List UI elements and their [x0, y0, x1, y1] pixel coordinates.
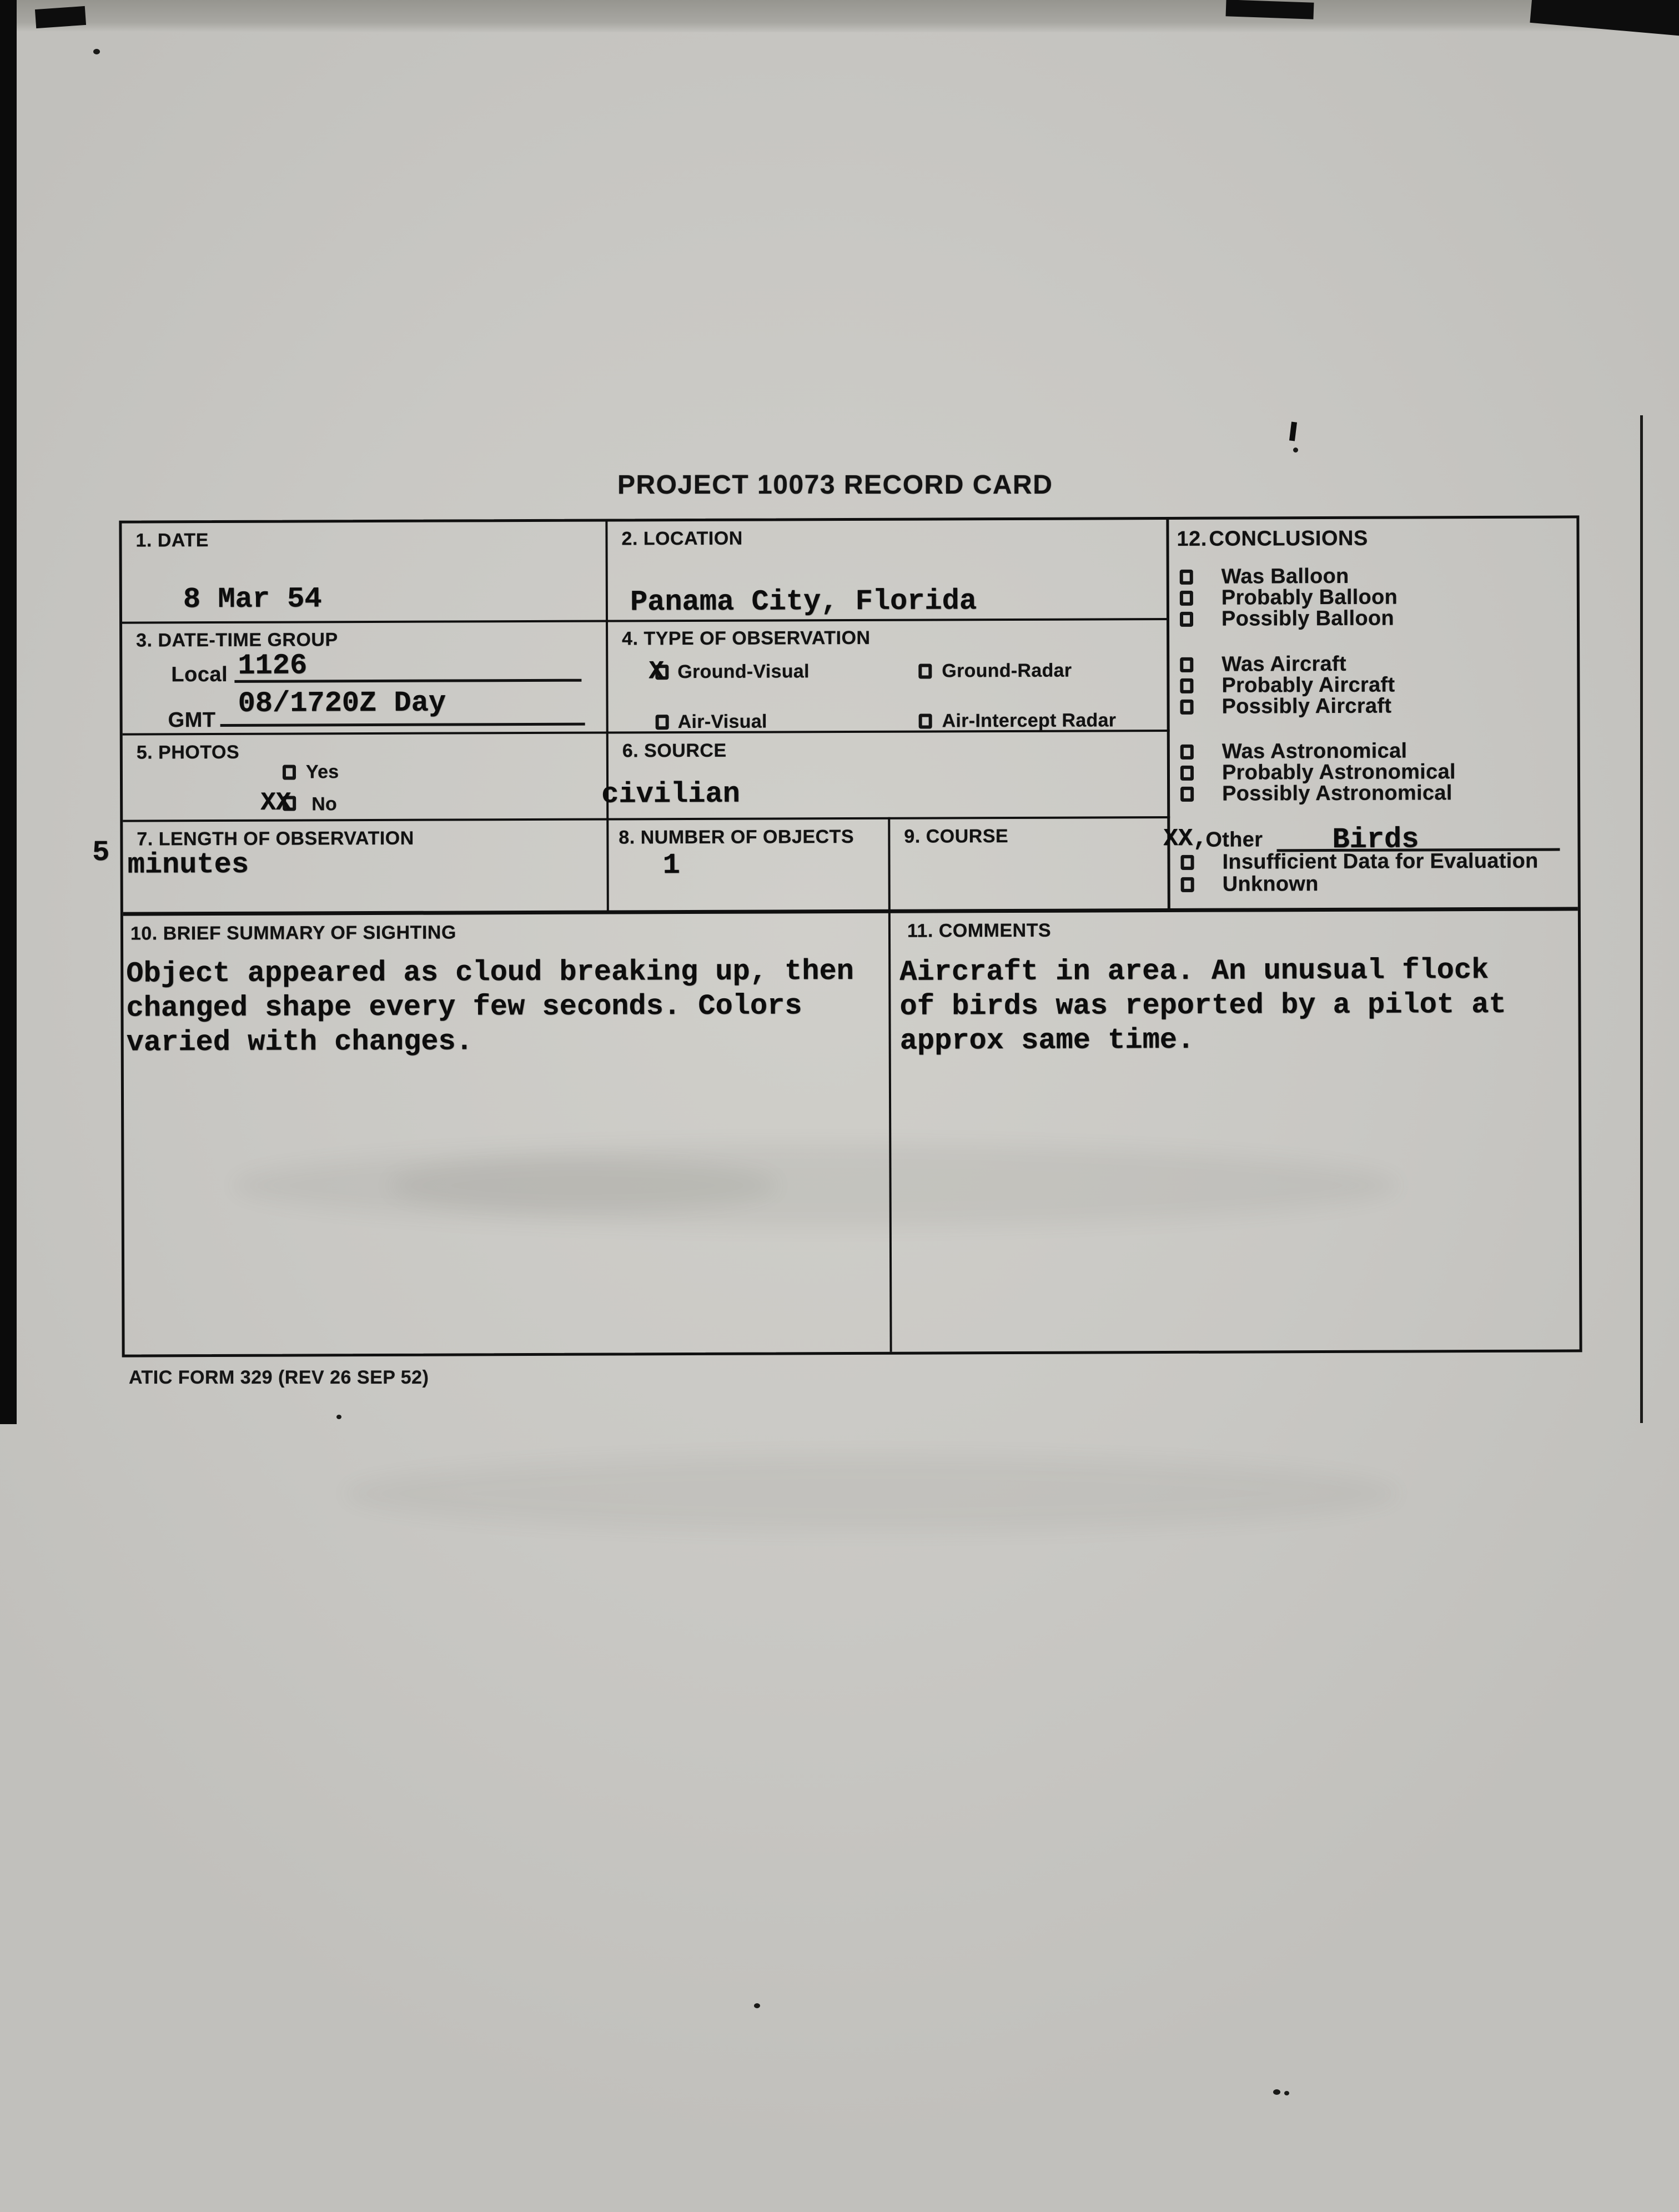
scan-speck: [1273, 2089, 1280, 2095]
form-number: ATIC FORM 329 (REV 26 SEP 52): [129, 1367, 429, 1388]
field-label-location: 2. LOCATION: [621, 527, 743, 550]
conclusion-label: Possibly Aircraft: [1221, 694, 1392, 718]
record-card: [119, 515, 1582, 1357]
checkbox-mark-ground-visual: X: [649, 657, 665, 686]
checkbox-probably-astronomical: [1180, 766, 1194, 781]
checkbox-photos-yes: [283, 765, 296, 780]
dtg-gmt-value: 08/1720Z Day: [238, 686, 446, 720]
checkbox-label-air-intercept-radar: Air-Intercept Radar: [942, 710, 1117, 732]
checkbox-label-photos-yes: Yes: [305, 761, 339, 783]
field-label-date: 1. DATE: [135, 530, 209, 551]
field-label-photos: 5. PHOTOS: [136, 741, 240, 763]
grid-line: [888, 817, 892, 1352]
scan-edge-bar: [0, 0, 17, 1424]
checkbox-ground-radar: [918, 663, 932, 678]
field-value-num-objects: 1: [662, 849, 680, 882]
field-label-source: 6. SOURCE: [622, 740, 727, 762]
conclusion-label-other: Other: [1205, 828, 1263, 852]
checkbox-air-intercept-radar: [919, 713, 932, 728]
comments-line: of birds was reported by a pilot at: [899, 988, 1506, 1023]
scan-top-band: [0, 0, 1679, 32]
page-title: PROJECT 10073 RECORD CARD: [617, 470, 1053, 500]
conclusion-label: Was Aircraft: [1221, 652, 1346, 676]
checkbox-unknown: [1181, 877, 1194, 892]
checkbox-possibly-astronomical: [1180, 787, 1194, 802]
field-label-num-objects: 8. NUMBER OF OBJECTS: [619, 826, 854, 848]
checkbox-probably-aircraft: [1180, 678, 1193, 693]
field-label-conclusions: CONCLUSIONS: [1209, 526, 1368, 551]
field-label-dtg: 3. DATE-TIME GROUP: [136, 629, 338, 651]
conclusion-label: Was Astronomical: [1221, 739, 1407, 763]
conclusion-label: Insufficient Data for Evaluation: [1222, 849, 1539, 874]
dtg-local-label: Local: [171, 662, 228, 687]
dtg-local-value: 1126: [238, 649, 308, 682]
grid-line-heavy: [123, 907, 1578, 916]
field-value-date: 8 Mar 54: [183, 582, 322, 616]
field-label-obs-type: 4. TYPE OF OBSERVATION: [622, 627, 871, 650]
margin-note: 5: [92, 836, 110, 869]
checkbox-mark-other: XX,: [1163, 825, 1208, 853]
field-label-conclusions-num: 12.: [1177, 527, 1207, 551]
conclusion-label: Probably Balloon: [1221, 585, 1398, 610]
dtg-gmt-line: [220, 723, 585, 727]
checkbox-probably-balloon: [1180, 591, 1193, 606]
checkbox-label-air-visual: Air-Visual: [677, 711, 767, 733]
checkbox-was-astronomical: [1180, 745, 1194, 760]
other-value: Birds: [1332, 823, 1419, 856]
scan-fold-line: [1640, 415, 1643, 1423]
checkbox-label-ground-radar: Ground-Radar: [942, 660, 1072, 682]
conclusion-label: Was Balloon: [1221, 564, 1349, 589]
dtg-gmt-label: GMT: [168, 708, 216, 732]
conclusion-label: Possibly Astronomical: [1222, 781, 1452, 806]
scan-speck: [93, 49, 100, 54]
field-label-length-obs: 7. LENGTH OF OBSERVATION: [137, 827, 414, 850]
scan-mark-top-right: [1226, 0, 1314, 19]
checkbox-mark-photos-no: XX: [260, 788, 291, 817]
field-value-length-obs: minutes: [127, 848, 249, 882]
field-label-comments: 11. COMMENTS: [907, 919, 1052, 942]
conclusion-label: Possibly Balloon: [1221, 606, 1395, 631]
conclusion-label: Probably Aircraft: [1221, 673, 1395, 697]
grid-line: [122, 618, 1169, 624]
scan-mark-top-left: [35, 6, 86, 28]
scan-smudge: [344, 1455, 1399, 1532]
checkbox-was-aircraft: [1180, 657, 1193, 672]
comments-line: approx same time.: [899, 1023, 1195, 1058]
summary-line: Object appeared as cloud breaking up, then: [126, 954, 854, 991]
scan-speck: [754, 2003, 760, 2008]
comments-line: Aircraft in area. An unusual flock: [899, 953, 1489, 989]
conclusion-label: Unknown: [1222, 872, 1319, 896]
field-label-summary: 10. BRIEF SUMMARY OF SIGHTING: [130, 922, 456, 944]
checkbox-label-photos-no: No: [311, 793, 338, 815]
field-value-location: Panama City, Florida: [630, 585, 977, 619]
checkbox-air-visual: [656, 715, 669, 730]
scan-speck: [1293, 448, 1298, 453]
checkbox-label-ground-visual: Ground-Visual: [677, 661, 810, 683]
scan-speck: [336, 1415, 341, 1419]
checkbox-was-balloon: [1180, 570, 1193, 585]
grid-line: [605, 522, 609, 912]
scan-speck: [1284, 2091, 1289, 2095]
field-label-course: 9. COURSE: [904, 826, 1009, 847]
checkbox-possibly-aircraft: [1180, 700, 1194, 715]
checkbox-insufficient-data: [1180, 855, 1194, 870]
summary-line: varied with changes.: [126, 1025, 473, 1059]
conclusion-label: Probably Astronomical: [1221, 760, 1456, 785]
field-value-source: civilian: [601, 777, 740, 811]
summary-line: changed shape every few seconds. Colors: [126, 989, 802, 1025]
checkbox-possibly-balloon: [1180, 612, 1193, 627]
